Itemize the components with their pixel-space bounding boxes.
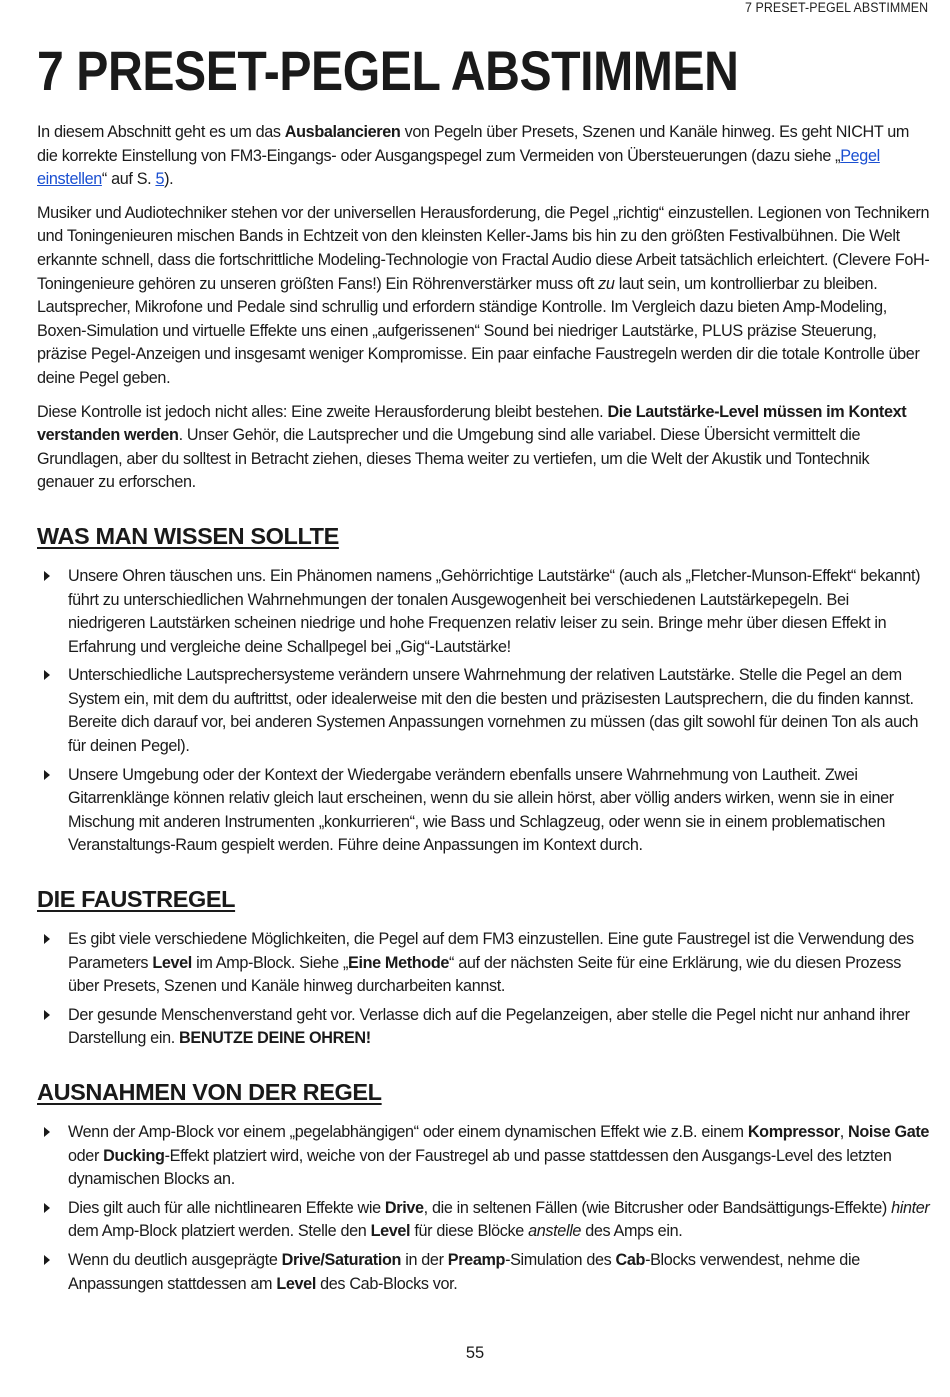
list-item: Wenn der Amp-Block vor einem „pegelabhängigen“ oder einem dynamischen Effekt wie z.B. einem Kompressor, Noise Gate oder Ducking-Effekt platziert wird, weiche von der Faustregel ab und passe stattdessen den Ausgangs-Level des letzten dynamischen Blocks an. [37, 1121, 930, 1192]
pegel-einstellen-link[interactable]: Pegel einstellen [37, 146, 880, 189]
list-item: Es gibt viele verschiedene Möglichkeiten, die Pegel auf dem FM3 einzustellen. Eine gute Faustregel ist die Verwendung des Parameters Level im Amp-Block. Siehe „Eine Methode“ auf der nächsten Seite für eine Erklärung, wie du diesen Prozess über Presets, Szenen und Kanäle hinweg durcharbeiten kannst. [37, 928, 930, 999]
page-5-link[interactable]: 5 [155, 170, 165, 189]
section-2-list [37, 928, 930, 1051]
page-number: 55 [465, 1344, 485, 1362]
intro-paragraph-2: Musiker und Audiotechniker stehen vor der universellen Herausforderung, die Pegel „richtig“ einzustellen. Legionen von Technikern und Toningenieuren mischen Bands in Echtzeit von den kleinsten Keller-Jams bis hin zu den größten Festivalbühnen. Die Welt erkannte schnell, dass die fortschrittliche Modeling-Technologie von Fractal Audio diese Arbeit tatsächlich erleichtert. (Clevere FoH-Toningenieure gehören zu unseren größten Fans!) Ein Röhrenverstärker muss oft zu laut sein, um kontrollierbar zu bleiben. Lautsprecher, Mikrofone und Pedale sind schrullig und erfordern ständige Kontrolle. Im Vergleich dazu bieten Amp-Modeling, Boxen-Simulation und virtuelle Effekte uns einen „aufgerissenen“ Sound bei niedriger Lautstärke, PLUS präzise Steuerung, präzise Pegel-Anzeigen und insgesamt weniger Kompromisse. Ein paar einfache Faustregeln werden dir die totale Kontrolle über deine Pegel geben. [37, 203, 930, 387]
bullet-triangle-icon [44, 571, 50, 581]
list-item: Dies gilt auch für alle nichtlinearen Effekte wie Drive, die in seltenen Fällen (wie Bitcrusher oder Bandsättigungs-Effekte) hinter dem Amp-Block platziert werden. Stelle den Level für diese Blöcke anstelle des Amps ein. [37, 1197, 930, 1244]
bullet-triangle-icon [44, 1127, 50, 1137]
list-item: Unterschiedliche Lautsprechersysteme verändern unsere Wahrnehmung der relativen Lautstärke. Stelle die Pegel an dem System ein, mit dem du auftrittst, oder idealerweise mit den die besten und präzisesten Lautsprechern, die du finden kannst. Bereite dich darauf vor, bei anderen Systemen Anpassungen vornehmen zu müssen (das gilt sowohl für deinen Ton als auch für deinen Pegel). [37, 664, 930, 758]
section-3-list [37, 1121, 930, 1296]
bullet-triangle-icon [44, 934, 50, 944]
intro-paragraph-3: Diese Kontrolle ist jedoch nicht alles: Eine zweite Herausforderung bleibt bestehen. Die Lautstärke-Level müssen im Kontext verstanden werden. Unser Gehör, die Lautsprecher und die Umgebung sind alle variabel. Diese Übersicht vermittelt die Grundlagen, aber du solltest in Betracht ziehen, dieses Thema weiter zu vertiefen, um die Welt der Akustik und Tontechnik genauer zu erforschen. [37, 402, 907, 492]
section-heading-was-man-wissen-sollte: WAS MAN WISSEN SOLLTE [37, 522, 339, 549]
bullet-triangle-icon [44, 670, 50, 680]
page-content [37, 38, 930, 1301]
section-heading-ausnahmen-von-der-regel: AUSNAHMEN VON DER REGEL [37, 1079, 382, 1105]
list-item: Unsere Umgebung oder der Kontext der Wiedergabe verändern ebenfalls unsere Wahrnehmung von Lautheit. Zwei Gitarrenklänge können relativ gleich laut erscheinen, wenn du sie allein hörst, aber völlig anders wirken, wenn sie in einer Mischung mit anderen Instrumenten „konkurrieren“, wie Bass und Schlagzeug, oder wenn sie in einem problematischen Veranstaltungs-Raum gespielt werden. Führe deine Anpassungen im Kontext durch. [37, 764, 930, 858]
bullet-triangle-icon [44, 1010, 50, 1020]
list-item: Unsere Ohren täuschen uns. Ein Phänomen namens „Gehörrichtige Lautstärke“ (auch als „Fletcher-Munson-Effekt“ bekannt) führt zu unterschiedlichen Wahrnehmungen der tonalen Ausgewogenheit bei verschiedenen Lautstärkepegeln. Bei niedrigeren Lautstärken scheinen niedrige und hohe Frequenzen relativ leiser zu sein. Bringe mehr über diesen Effekt in Erfahrung und vergleiche deine Schallpegel bei „Gig“-Lautstärke! [37, 565, 930, 659]
section-1-list [37, 565, 930, 858]
bullet-triangle-icon [44, 770, 50, 780]
intro-paragraph-1: In diesem Abschnitt geht es um das Ausbalancieren von Pegeln über Presets, Szenen und Kanäle hinweg. Es geht NICHT um die korrekte Einstellung von FM3-Eingangs- oder Ausgangspegel zum Vermeiden von Übersteuerungen (dazu siehe „Pegel einstellen“ auf S. 5). [37, 123, 910, 189]
list-item: Der gesunde Menschenverstand geht vor. Verlasse dich auf die Pegelanzeigen, aber stelle die Pegel nicht nur anhand ihrer Darstellung ein. BENUTZE DEINE OHREN! [37, 1004, 930, 1051]
running-head: 7 PRESET-PEGEL ABSTIMMEN [744, 0, 928, 15]
bullet-triangle-icon [44, 1203, 50, 1213]
page-title: 7 PRESET-PEGEL ABSTIMMEN [37, 39, 739, 102]
list-item: Wenn du deutlich ausgeprägte Drive/Saturation in der Preamp-Simulation des Cab-Blocks verwendest, nehme die Anpassungen stattdessen am Level des Cab-Blocks vor. [37, 1249, 930, 1296]
section-heading-die-faustregel: DIE FAUSTREGEL [37, 886, 236, 913]
bullet-triangle-icon [44, 1255, 50, 1265]
